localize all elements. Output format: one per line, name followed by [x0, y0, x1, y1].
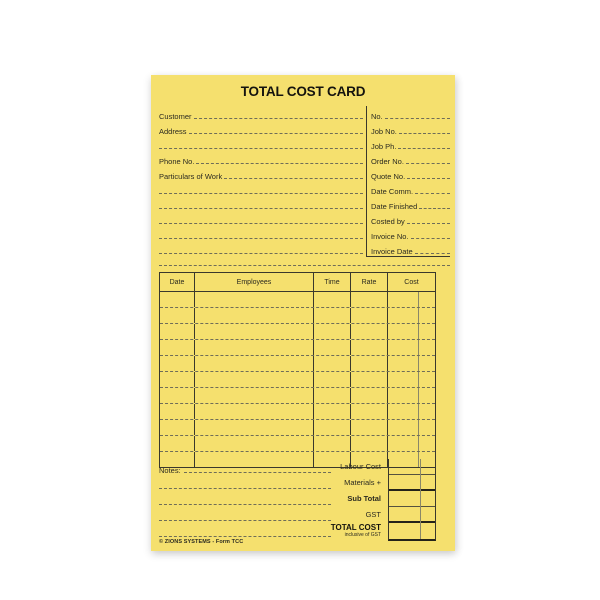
column-header-time: Time	[314, 273, 351, 291]
dotted-write-line	[189, 133, 363, 134]
totals-label-sub-total: Sub Total	[347, 494, 381, 504]
job-field-row	[371, 226, 450, 241]
customer-field-row	[159, 136, 363, 151]
field-label: Invoice Date	[371, 246, 413, 256]
dotted-write-line	[159, 253, 363, 254]
section-divider-dashed	[159, 265, 450, 266]
dotted-write-line	[159, 223, 363, 224]
dotted-write-line	[415, 193, 450, 194]
dotted-write-line	[411, 238, 450, 239]
job-field-row	[371, 241, 450, 256]
customer-field-row	[159, 106, 363, 121]
dotted-write-line	[419, 208, 450, 209]
table-body	[160, 292, 435, 467]
field-label: Date Finished	[371, 201, 418, 211]
labour-table	[159, 272, 436, 468]
field-label: Quote No.	[371, 171, 406, 181]
totals-label-total-cost: TOTAL COST inclusive of GST	[330, 523, 381, 538]
field-label: Job Ph.	[371, 141, 397, 151]
field-label: No.	[371, 111, 383, 121]
customer-field-row	[159, 241, 363, 256]
column-header-employees: Employees	[195, 273, 314, 291]
amount-cell-total-cost	[389, 523, 435, 539]
total-cost-sublabel: inclusive of GST	[344, 532, 381, 538]
customer-field-row	[159, 166, 363, 181]
table-row	[160, 292, 435, 308]
dotted-write-line	[399, 133, 450, 134]
field-label: Costed by	[371, 216, 405, 226]
field-label: Invoice No.	[371, 231, 409, 241]
dotted-write-line	[224, 178, 363, 179]
customer-field-row	[159, 121, 363, 136]
amount-cell-gst	[389, 507, 435, 523]
table-row	[160, 356, 435, 372]
dotted-write-line	[406, 163, 450, 164]
table-row	[160, 372, 435, 388]
totals-label-labour-cost: Labour Cost	[340, 462, 381, 472]
job-field-row	[371, 106, 450, 121]
dotted-write-line	[159, 148, 363, 149]
amount-cell-labour-cost	[389, 459, 435, 475]
customer-field-row	[159, 151, 363, 166]
job-field-row	[371, 181, 450, 196]
dotted-write-line	[398, 148, 450, 149]
table-row	[160, 324, 435, 340]
job-field-row	[371, 211, 450, 226]
header-fields-section	[159, 106, 450, 257]
table-row	[160, 404, 435, 420]
field-label: Phone No.	[159, 156, 195, 166]
job-field-row	[371, 151, 450, 166]
field-label: Address	[159, 126, 187, 136]
totals-labels	[241, 459, 385, 539]
table-header-row	[160, 273, 435, 292]
column-header-date: Date	[160, 273, 195, 291]
total-cost-card	[151, 75, 455, 551]
job-details-section	[366, 106, 450, 257]
totals-amount-box	[388, 459, 436, 541]
table-row	[160, 420, 435, 436]
dotted-write-line	[196, 163, 363, 164]
job-field-row	[371, 121, 450, 136]
table-row	[160, 308, 435, 324]
field-label: Particulars of Work	[159, 171, 223, 181]
job-field-row	[371, 196, 450, 211]
amount-cell-sub-total	[389, 491, 435, 507]
dotted-write-line	[159, 208, 363, 209]
totals-label-materials: Materials +	[344, 478, 381, 488]
table-row	[160, 388, 435, 404]
totals-label-gst: GST	[365, 510, 381, 520]
field-label: Customer	[159, 111, 192, 121]
customer-field-row	[159, 196, 363, 211]
dotted-write-line	[194, 118, 363, 119]
form-code-footer: © ZIONS SYSTEMS - Form TCC	[159, 539, 244, 545]
card-title: TOTAL COST CARD	[240, 84, 366, 99]
job-field-row	[371, 166, 450, 181]
field-label: Job No.	[371, 126, 397, 136]
amount-cell-materials	[389, 475, 435, 491]
table-row	[160, 340, 435, 356]
dotted-write-line	[415, 253, 450, 254]
dotted-write-line	[159, 238, 363, 239]
column-header-rate: Rate	[351, 273, 388, 291]
customer-details-section	[159, 106, 366, 257]
job-field-row	[371, 136, 450, 151]
notes-label: Notes:	[159, 465, 181, 475]
customer-field-row	[159, 211, 363, 226]
cents-divider-line	[420, 459, 421, 539]
column-header-cost: Cost	[404, 278, 419, 286]
dotted-write-line	[407, 223, 450, 224]
customer-field-row	[159, 226, 363, 241]
field-label: Date Comm.	[371, 186, 414, 196]
field-label: Order No.	[371, 156, 404, 166]
dotted-write-line	[407, 178, 450, 179]
customer-field-row	[159, 181, 363, 196]
table-row	[160, 436, 435, 452]
dotted-write-line	[385, 118, 450, 119]
dotted-write-line	[159, 193, 363, 194]
